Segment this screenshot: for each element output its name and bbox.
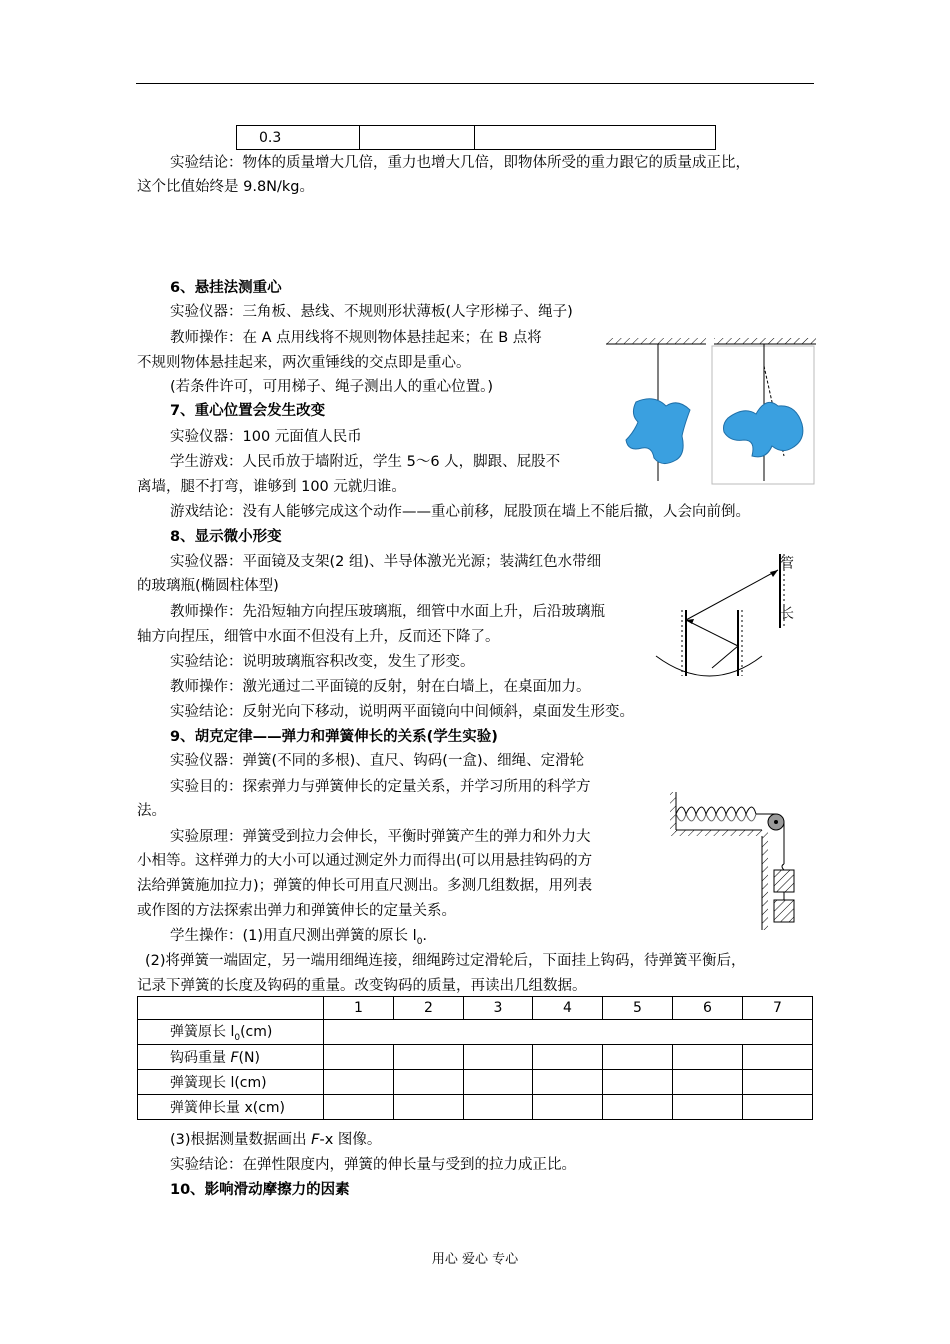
text-line: (2)将弹簧一端固定，另一端用细绳连接，细绳跨过定滑轮后，下面挂上钩码，待弹簧平衡后， xyxy=(145,953,746,969)
table-row xyxy=(138,1095,813,1120)
table-cell xyxy=(464,1095,533,1120)
row-label: 钩码重量 F(N) xyxy=(138,1045,324,1070)
table-cell xyxy=(743,1095,813,1120)
text-line: 实验仪器：弹簧(不同的多根)、直尺、钩码(一盒)、细绳、定滑轮 xyxy=(170,753,585,769)
long-label: 长 xyxy=(780,606,794,622)
table-header-cell: 2 xyxy=(394,997,464,1020)
table-cell xyxy=(533,1095,603,1120)
text-line: 实验仪器：平面镜及支架(2 组)、半导体激光光源；装满红色水带细 xyxy=(170,554,602,570)
text-line: 小相等。这样弹力的大小可以通过测定外力而得出(可以用悬挂钩码的方 xyxy=(137,853,593,869)
text-line: (3)根据测量数据画出 F-x 图像。 xyxy=(170,1132,382,1148)
text-line: (若条件许可，可用梯子、绳子测出人的重心位置。) xyxy=(170,379,494,395)
header-rule xyxy=(136,83,814,84)
section-7-heading: 7、重心位置会发生改变 xyxy=(170,403,326,419)
table-row xyxy=(138,1045,813,1070)
section-8-heading: 8、显示微小形变 xyxy=(170,529,282,545)
row-label: 弹簧伸长量 x(cm) xyxy=(138,1095,324,1120)
suspension-figure xyxy=(606,336,816,486)
table-header-cell: 1 xyxy=(324,997,394,1020)
table-cell xyxy=(324,1095,394,1120)
table-cell xyxy=(394,1045,464,1070)
text-line: 或作图的方法探索出弹力和弹簧伸长的定量关系。 xyxy=(137,903,456,919)
text-line: 实验结论：在弹性限度内，弹簧的伸长量与受到的拉力成正比。 xyxy=(170,1157,576,1173)
text-line: 实验结论：反射光向下移动，说明两平面镜向中间倾斜，桌面发生形变。 xyxy=(170,704,634,720)
text-line: 学生操作：(1)用直尺测出弹簧的原长 $l_0$. xyxy=(170,928,428,947)
text-line: 实验仪器：三角板、悬线、不规则形状薄板(人字形梯子、绳子) xyxy=(170,304,573,320)
table-header-cell: 3 xyxy=(464,997,533,1020)
section-9-heading: 9、胡克定律——弹力和弹簧伸长的关系(学生实验) xyxy=(170,729,498,745)
table-cell xyxy=(603,1070,673,1095)
table-cell xyxy=(603,1095,673,1120)
table-row xyxy=(138,1020,813,1045)
mirror-figure xyxy=(650,548,810,688)
table-cell xyxy=(743,1070,813,1095)
text-line: 教师操作：先沿短轴方向捏压玻璃瓶，细管中水面上升，后沿玻璃瓶 xyxy=(170,604,605,620)
table-header-cell: 5 xyxy=(603,997,673,1020)
table-cell xyxy=(464,1070,533,1095)
row-label: 弹簧现长 l(cm) xyxy=(138,1070,324,1095)
table-cell xyxy=(673,1045,743,1070)
table-cell xyxy=(324,1070,394,1095)
table-header-cell: 6 xyxy=(673,997,743,1020)
section-6-heading: 6、悬挂法测重心 xyxy=(170,280,282,296)
table-cell xyxy=(324,1045,394,1070)
text-line: 教师操作：激光通过二平面镜的反射，射在白墙上，在桌面加力。 xyxy=(170,679,591,695)
text-line: 的玻璃瓶(椭圆柱体型) xyxy=(137,578,279,594)
table-header-cell xyxy=(138,997,324,1020)
table-cell xyxy=(673,1095,743,1120)
text-line: 记录下弹簧的长度及钩码的重量。改变钩码的质量，再读出几组数据。 xyxy=(137,978,587,994)
text-line: 实验结论：说明玻璃瓶容积改变，发生了形变。 xyxy=(170,654,475,670)
text-line: 实验仪器：100 元面值人民币 xyxy=(170,429,362,445)
text-line: 实验目的：探索弹力与弹簧伸长的定量关系，并学习所用的科学方 xyxy=(170,779,591,795)
table-header-row xyxy=(138,997,813,1020)
table-cell xyxy=(324,1020,813,1045)
table-row xyxy=(138,1070,813,1095)
text-line: 游戏结论：没有人能够完成这个动作——重心前移，屁股顶在墙上不能后撤，人会向前倒。 xyxy=(170,504,750,520)
table-header-cell: 4 xyxy=(533,997,603,1020)
text-line: 学生游戏：人民币放于墙附近，学生 5～6 人，脚跟、屁股不 xyxy=(170,454,561,470)
row-label: 弹簧原长 $l_0(cm)$ xyxy=(138,1020,324,1045)
tube-label: 管 xyxy=(780,556,794,572)
top-table-cell xyxy=(475,126,716,150)
table-cell xyxy=(464,1045,533,1070)
text-line: 不规则物体悬挂起来，两次重锤线的交点即是重心。 xyxy=(137,355,471,371)
text-line: 轴方向捏压，细管中水面不但没有上升，反而还下降了。 xyxy=(137,629,500,645)
top-table-cell xyxy=(360,126,475,150)
table-cell xyxy=(533,1070,603,1095)
table-cell xyxy=(673,1070,743,1095)
text-line: 离墙，腿不打弯，谁够到 100 元就归谁。 xyxy=(137,479,406,495)
page-footer: 用心 爱心 专心 xyxy=(431,1252,519,1267)
table-cell xyxy=(394,1070,464,1095)
table-cell xyxy=(394,1095,464,1120)
conclusion-line: 这个比值始终是 9.8N/kg。 xyxy=(137,179,315,195)
spring-figure xyxy=(668,788,798,933)
text-line: 法。 xyxy=(137,803,166,819)
table-cell xyxy=(533,1045,603,1070)
text-line: 实验原理：弹簧受到拉力会伸长，平衡时弹簧产生的弹力和外力大 xyxy=(170,829,591,845)
table-cell xyxy=(603,1045,673,1070)
table-header-cell: 7 xyxy=(743,997,813,1020)
top-table-cell: 0.3 xyxy=(237,126,360,150)
spring-data-table xyxy=(137,996,813,1120)
text-line: 法给弹簧施加拉力)；弹簧的伸长可用直尺测出。多测几组数据，用列表 xyxy=(137,878,593,894)
top-table xyxy=(236,125,716,150)
section-10-heading: 10、影响滑动摩擦力的因素 xyxy=(170,1182,350,1198)
table-cell xyxy=(743,1045,813,1070)
conclusion-line: 实验结论：物体的质量增大几倍，重力也增大几倍，即物体所受的重力跟它的质量成正比， xyxy=(170,155,750,171)
text-line: 教师操作：在 A 点用线将不规则物体悬挂起来；在 B 点将 xyxy=(170,330,542,346)
